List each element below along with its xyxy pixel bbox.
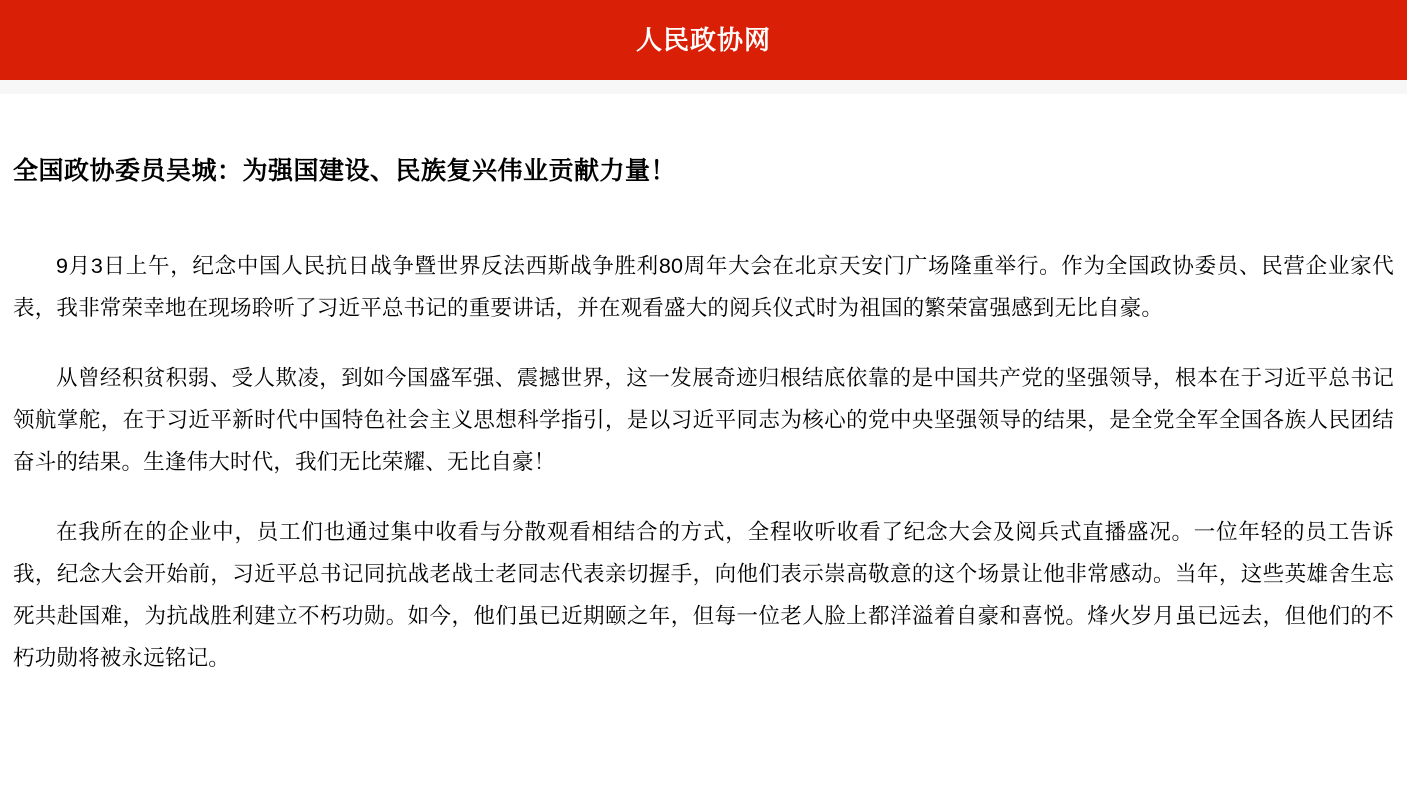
- article-paragraph: 9月3日上午，纪念中国人民抗日战争暨世界反法西斯战争胜利80周年大会在北京天安门广场隆重举行。作为全国政协委员、民营企业家代表，我非常荣幸地在现场聆听了习近平总书记的重要讲话，并在观看盛大的阅兵仪式时为祖国的繁荣富强感到无比自豪。: [13, 254, 1394, 320]
- article-paragraph: 在我所在的企业中，员工们也通过集中收看与分散观看相结合的方式，全程收听收看了纪念大会及阅兵式直播盛况。一位年轻的员工告诉我，纪念大会开始前，习近平总书记同抗战老战士老同志代表亲切握手，向他们表示崇高敬意的这个场景让他非常感动。当年，这些英雄舍生忘死共赴国难，为抗战胜利建立不朽功勋。如今，他们虽已近期颐之年，但每一位老人脸上都洋溢着自豪和喜悦。烽火岁月虽已远去，但他们的不朽功勋将被永远铭记。: [13, 520, 1394, 670]
- article-paragraph: 从曾经积贫积弱、受人欺凌，到如今国盛军强、震撼世界，这一发展奇迹归根结底依靠的是中国共产党的坚强领导，根本在于习近平总书记领航掌舵，在于习近平新时代中国特色社会主义思想科学指引，是以习近平同志为核心的党中央坚强领导的结果，是全党全军全国各族人民团结奋斗的结果。生逢伟大时代，我们无比荣耀、无比自豪！: [13, 366, 1394, 474]
- site-header: [0, 0, 1407, 80]
- article-container: [0, 154, 1407, 679]
- article-title: 全国政协委员吴城：为强国建设、民族复兴伟业贡献力量！: [13, 157, 677, 185]
- site-title: 人民政协网: [635, 25, 771, 55]
- article-body: [10, 245, 1397, 679]
- header-divider: [0, 80, 1407, 94]
